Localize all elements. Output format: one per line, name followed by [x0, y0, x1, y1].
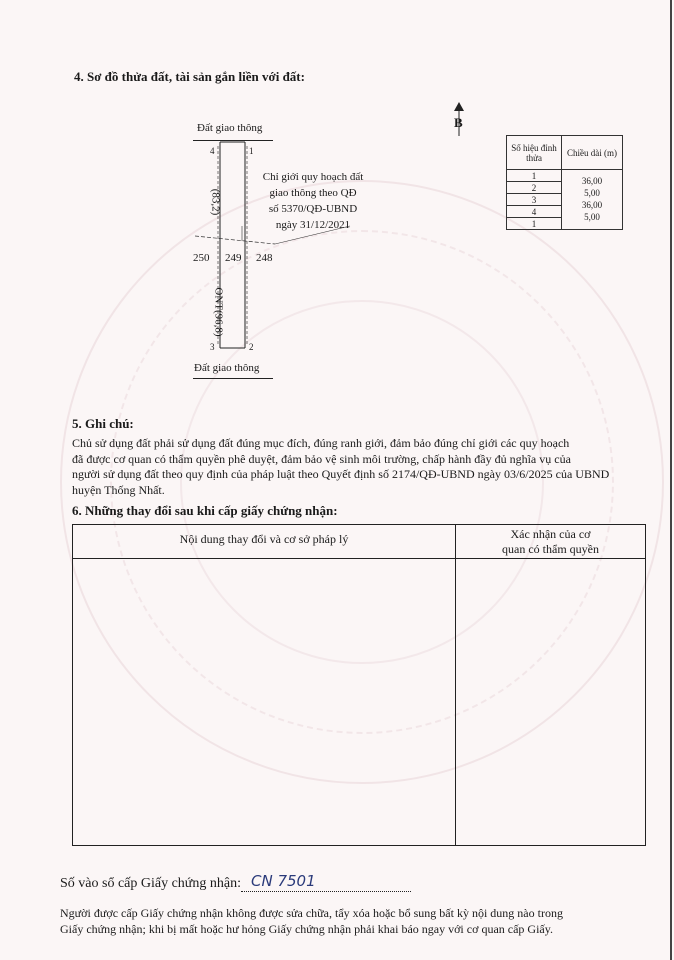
- length-table-length: 5,00: [584, 212, 600, 222]
- road-bottom-line: [193, 378, 273, 379]
- length-table-length: 5,00: [584, 188, 600, 198]
- page-edge: [670, 0, 672, 960]
- warning-line-2: Giấy chứng nhận; khi bị mất hoặc hư hỏng Giấy chứng nhận phải khai báo ngay với cơ quan cấp Giấy.: [60, 922, 553, 936]
- usage-note: [72, 436, 609, 498]
- note-line-2: đã được cơ quan có thẩm quyền phê duyệt, đảm bảo vệ sinh môi trường, chấp hành đầy đủ nghĩa vụ của: [72, 451, 571, 466]
- warning-line-1: Người được cấp Giấy chứng nhận không được sửa chữa, tẩy xóa hoặc bổ sung bất kỳ nội dung nào trong: [60, 906, 563, 920]
- note-line-3: người sử dụng đất theo quy định của pháp luật theo Quyết định số 2174/QĐ-UBND ngày 03/6/2025 của UBND: [72, 467, 610, 481]
- planning-boundary-line: [195, 236, 275, 244]
- north-arrow-icon: [452, 102, 466, 136]
- changes-col-content-header: Nội dung thay đổi và cơ sở pháp lý: [179, 532, 349, 546]
- planning-note: [258, 169, 368, 233]
- footer-warning: [60, 905, 563, 937]
- confirm-header-line-2: quan có thẩm quyền: [502, 542, 599, 556]
- planning-note-line-4: ngày 31/12/2021: [275, 219, 351, 231]
- section5-heading: 5. Ghi chú:: [72, 416, 134, 431]
- edge-length-table: [506, 135, 623, 230]
- length-table-vertex: 4: [507, 206, 562, 218]
- planning-note-line-3: số 5370/QĐ-UBND: [268, 203, 358, 215]
- area-upper-label: (83,2): [209, 188, 222, 216]
- planning-note-line-2: giao thông theo QĐ: [269, 187, 357, 199]
- parcel-249-label: 249: [225, 252, 242, 264]
- changes-table: [72, 524, 646, 846]
- note-line-1: Chủ sử dụng đất phải sử dụng đất đúng mục đích, đúng ranh giới, đảm bảo đúng chỉ giới các quy hoạch: [72, 436, 570, 450]
- section4-heading: 4. Sơ đồ thửa đất, tài sản gắn liền với đất:: [74, 69, 305, 84]
- register-dotted-line: [241, 872, 411, 892]
- confirm-header-line-1: Xác nhận của cơ: [510, 527, 591, 541]
- parcel-250-label: 250: [193, 252, 210, 264]
- planning-note-line-1: Chỉ giới quy hoạch đất: [262, 171, 364, 183]
- changes-col-confirm-header: [456, 527, 645, 557]
- changes-table-header-rule: [73, 558, 645, 559]
- register-label: Số vào sổ cấp Giấy chứng nhận:: [60, 876, 241, 891]
- road-top-label: Đất giao thông: [197, 122, 263, 134]
- length-table-header-vertex: Số hiệu đỉnh thửa: [507, 136, 562, 170]
- note-line-4: huyện Thống Nhất.: [72, 482, 165, 497]
- register-number-row: [60, 872, 411, 892]
- length-table-length: 36,00: [581, 200, 603, 210]
- parcel-248-label: 248: [256, 252, 273, 264]
- length-table-vertex: 1: [507, 170, 562, 182]
- length-table-length: 36,00: [581, 176, 603, 186]
- area-lower-label: ONT(96,8): [212, 287, 225, 337]
- register-handwritten-value: CN 7501: [251, 872, 316, 890]
- road-bottom-label: Đất giao thông: [194, 362, 260, 374]
- length-table-vertex: 3: [507, 194, 562, 206]
- vertex-1-label: 1: [249, 146, 254, 156]
- vertex-4-label: 4: [210, 146, 215, 156]
- vertex-3-label: 3: [210, 342, 215, 352]
- changes-table-divider: [455, 525, 456, 845]
- length-table-vertex: 1: [507, 218, 562, 230]
- vertex-2-label: 2: [249, 342, 254, 352]
- north-label: B: [454, 115, 463, 130]
- section6-heading: 6. Những thay đổi sau khi cấp giấy chứng nhận:: [72, 503, 338, 518]
- length-table-vertex: 2: [507, 182, 562, 194]
- length-table-header-length: Chiều dài (m): [562, 136, 623, 170]
